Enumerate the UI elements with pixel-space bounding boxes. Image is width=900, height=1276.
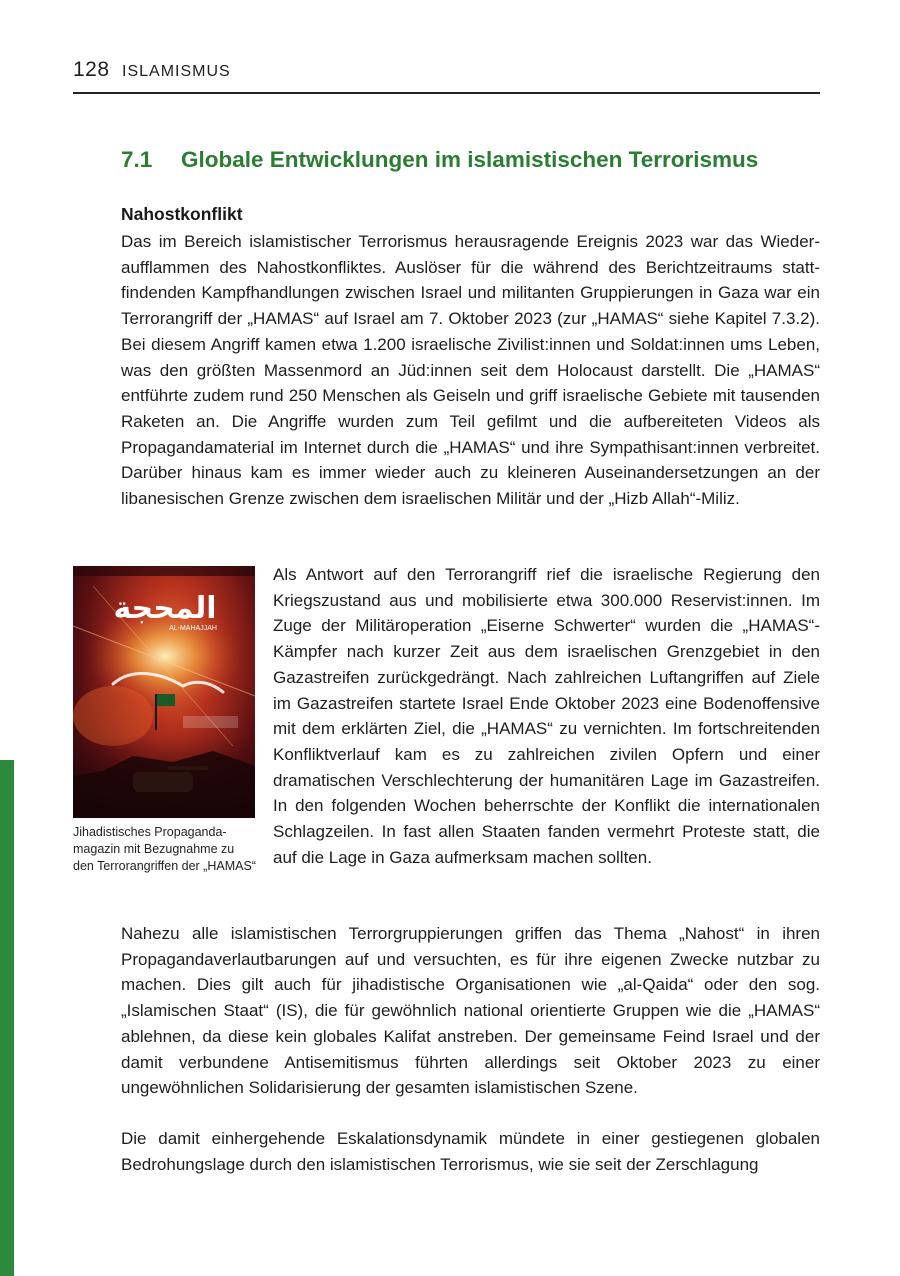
magazine-title-arabic: المحجة xyxy=(113,591,217,626)
magazine-cover-artwork xyxy=(73,566,255,818)
chapter-side-bar xyxy=(0,760,14,1276)
paragraph-intro: Das im Bereich islamistischer Terrorismus herausragende Ereignis 2023 war das Wiederaufflammen des Nahostkonfliktes. Auslöser für die während des Berichtzeitraums stattfindenden Kampfhandlungen zwischen Israel und militanten Gruppierungen in Gaza war ein Terrorangriff der „HAMAS“ auf Israel am 7. Oktober 2023 (zur „HAMAS“ siehe Kapitel 7.3.2). Bei diesem Angriff kamen etwa 1.200 israelische Zivilist:innen und Soldat:innen ums Leben, was den größten Massenmord an Jüd:innen seit dem Holocaust darstellt. Die „HAMAS“ entführte zudem rund 250 Menschen als Geiseln und griff israelische Gebiete mit tausenden Raketen an. Die Angriffe wurden zum Teil gefilmt und die aufbereiteten Videos als Propagandamaterial im Internet durch die „HAMAS“ und ihre Sympathisant:innen verbreitet. Darüber hinaus kam es immer wieder auch zu kleineren Auseinandersetzungen an der libanesischen Grenze zwischen dem israelischen Militär und der „Hizb Allah“-Miliz. xyxy=(121,232,820,509)
paragraph-islamist-groups: Nahezu alle islamistischen Terrorgruppierungen griffen das Thema „Nahost“ in ihren Propagandaverlautbarungen auf und versuchten, es für ihre eigenen Zwecke nutzbar zu machen. Dies gilt auch für jihadistische Organisationen wie „al-Qaida“ oder den sog. „Islamischen Staat“ (IS), die für gewöhnlich national orientierte Gruppen wie die „HAMAS“ ablehnen, da diese kein globales Kalifat anstreben. Der gemeinsame Feind Israel und der damit verbundene Antisemitismus führten allerdings seit Oktober 2023 zu einer ungewöhnlichen Solidarisierung der gesamten islamistischen Szene. xyxy=(121,924,820,1098)
flag xyxy=(157,694,175,706)
magazine-title-latin: AL-MAHAJJAH xyxy=(169,625,217,632)
section-title xyxy=(121,147,758,173)
section-title-text: Globale Entwicklungen im islamistischen Terrorismus xyxy=(181,147,759,172)
running-title: ISLAMISMUS xyxy=(122,63,231,80)
paragraph-escalation: Die damit einhergehende Eskalationsdynamik mündete in einer gestiegenen globalen Bedrohungslage durch den islamistischen Terrorismus, wie sie seit der Zerschlagung xyxy=(121,1129,820,1174)
page-number: 128 xyxy=(73,58,110,81)
page-header xyxy=(73,58,820,94)
magazine-cover-image xyxy=(73,566,255,818)
text-box xyxy=(183,716,238,728)
tank-silhouette xyxy=(133,772,193,792)
paragraph-war-response: Als Antwort auf den Terrorangriff rief die israelische Regierung den Kriegszustand aus und mobilisierte etwa 300.000 Reservist:innen. Im Zuge der Militäroperation „Eiserne Schwerter“ wurden die „HAMAS“-Kämpfer nach kurzer Zeit aus dem israelischen Grenzgebiet in den Gazastreifen zurückgedrängt. Nach zahlreichen Luftangriffen auf Ziele im Gazastreifen startete Israel Ende Oktober 2023 eine Bodenoffensive mit dem erklärten Ziel, die „HAMAS“ zu vernichten. Im fortschreitenden Konfliktverlauf kam es zu zahlreichen zivilen Opfern und einer dramatischen Verschlechterung der humanitären Lage im Gazastreifen. In den folgenden Wochen beherrschte der Konflikt die internationalen Schlagzeilen. In fast allen Staaten fanden vermehrt Proteste statt, die auf die Lage in Gaza aufmerksam machen sollten. xyxy=(273,565,820,867)
subheading: Nahostkonflikt xyxy=(121,204,243,224)
flag-pole xyxy=(155,694,157,730)
section-number: 7.1 xyxy=(121,147,153,172)
figure-caption: Jihadistisches Propagandamagazin mit Bezugnahme zu den Terrorangriffen der „HAMAS“ xyxy=(73,825,256,873)
